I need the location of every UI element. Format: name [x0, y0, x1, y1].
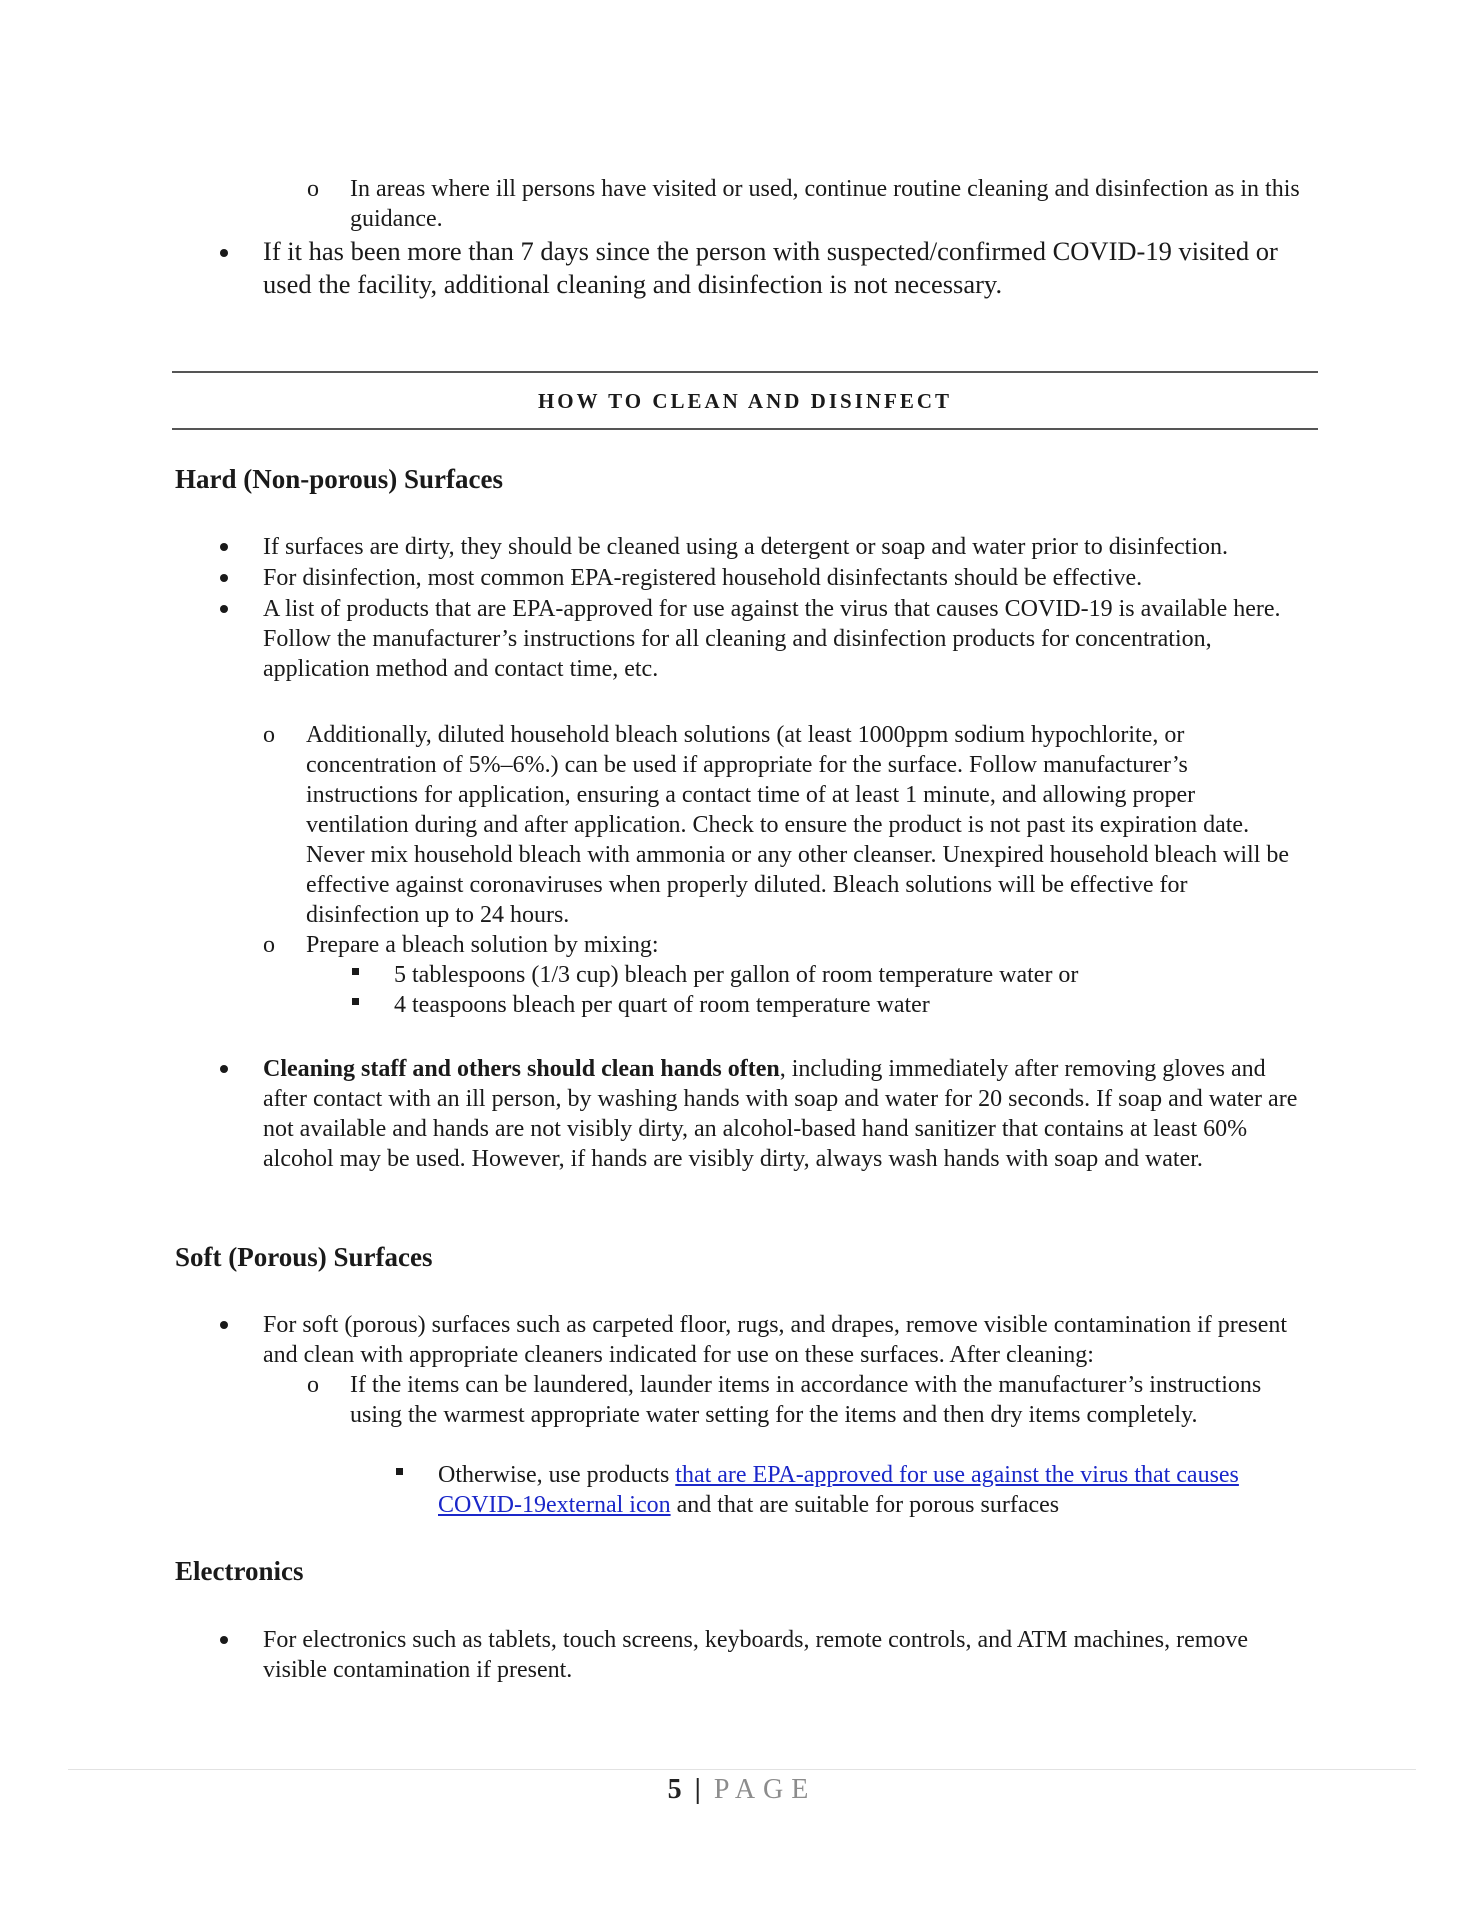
sub-bullet-marker: o [263, 722, 275, 748]
bullet-marker [220, 605, 228, 613]
bullet-marker [220, 543, 228, 551]
soft-surfaces-heading: Soft (Porous) Surfaces [175, 1242, 433, 1272]
page-label: PAGE [713, 1774, 817, 1805]
page-footer [0, 1770, 1484, 1810]
mix-item-2: 4 teaspoons bleach per quart of room temperature water [394, 992, 930, 1018]
sub-bullet-marker: o [307, 176, 319, 202]
soft-item [438, 1460, 1318, 1520]
section-rule-bottom [172, 428, 1318, 430]
soft-item-prefix: Otherwise, use products [438, 1462, 676, 1488]
electronics-bullet: For electronics such as tablets, touch screens, keyboards, remote controls, and ATM machines, remove visible contamination if present. [263, 1627, 1249, 1683]
square-bullet-marker [396, 1468, 403, 1475]
bullet-marker [220, 249, 228, 257]
bullet-marker [220, 574, 228, 582]
top-bullet-text: If it has been more than 7 days since the person with suspected/confirmed COVID-19 visited or used the facility, additional cleaning and disinfection is not necessary. [263, 236, 1278, 299]
square-bullet-marker [352, 968, 359, 975]
soft-sub-bullet: If the items can be laundered, launder items in accordance with the manufacturer’s instructions using the warmest appropriate water setting for the items and then dry items completely. [350, 1372, 1262, 1428]
top-sub-bullet-text: In areas where ill persons have visited or used, continue routine cleaning and disinfection as in this guidance. [350, 176, 1300, 232]
square-bullet-marker [352, 998, 359, 1005]
section-rule-top [172, 371, 1318, 373]
section-title: HOW TO CLEAN AND DISINFECT [537, 389, 953, 413]
hard-bullet-3: A list of products that are EPA-approved for use against the virus that causes COVID-19 is available here. Follow the manufacturer’s instructions for all cleaning and disinfection products for concentration, application method and contact time, etc. [263, 596, 1281, 682]
hands-bullet [263, 1054, 1313, 1174]
prepare-sub-bullet: Prepare a bleach solution by mixing: [306, 932, 659, 958]
hard-surfaces-heading: Hard (Non-porous) Surfaces [175, 464, 504, 494]
hard-bullet-1: If surfaces are dirty, they should be cleaned using a detergent or soap and water prior to disinfection. [263, 534, 1229, 560]
sub-bullet-marker: o [263, 932, 275, 958]
hands-rest-text: , including immediately after removing gloves and after contact with an ill person, by washing hands with soap and water for 20 seconds. If soap and water are not available and hands are not visibly dirty, an alcohol-based hand sanitizer that contains at least 60% alcohol may be used. However, if hands are visibly dirty, always wash hands with soap and water. [263, 1056, 1298, 1172]
bullet-marker [220, 1065, 228, 1073]
mix-item-1: 5 tablespoons (1/3 cup) bleach per gallon of room temperature water or [394, 962, 1079, 988]
electronics-heading: Electronics [175, 1556, 304, 1586]
bullet-marker [220, 1321, 228, 1329]
bullet-marker [220, 1636, 228, 1644]
hard-bullet-2: For disinfection, most common EPA-registered household disinfectants should be effective. [263, 565, 1143, 591]
bleach-sub-bullet: Additionally, diluted household bleach solutions (at least 1000ppm sodium hypochlorite, or concentration of 5%–6%.) can be used if appropriate for the surface. Follow manufacturer’s instructions for application, ensuring a contact time of at least 1 minute, and allowing proper ventilation during and after application. Check to ensure the product is not past its expiration date. Never mix household bleach with ammonia or any other cleanser. Unexpired household bleach will be effective against coronaviruses when properly diluted. Bleach solutions will be effective for disinfection up to 24 hours. [306, 722, 1290, 928]
soft-item-suffix: and that are suitable for porous surfaces [670, 1492, 1060, 1518]
soft-bullet: For soft (porous) surfaces such as carpeted floor, rugs, and drapes, remove visible contamination if present and clean with appropriate cleaners indicated for use on these surfaces. After cleaning: [263, 1312, 1288, 1368]
sub-bullet-marker: o [307, 1372, 319, 1398]
hands-bold-text: Cleaning staff and others should clean hands often [263, 1056, 780, 1082]
epa-approved-link[interactable]: that are EPA-approved for use against the virus that causes COVID-19external icon [438, 1462, 1239, 1518]
footer-separator: | [694, 1774, 702, 1805]
page-number: 5 [667, 1774, 683, 1805]
